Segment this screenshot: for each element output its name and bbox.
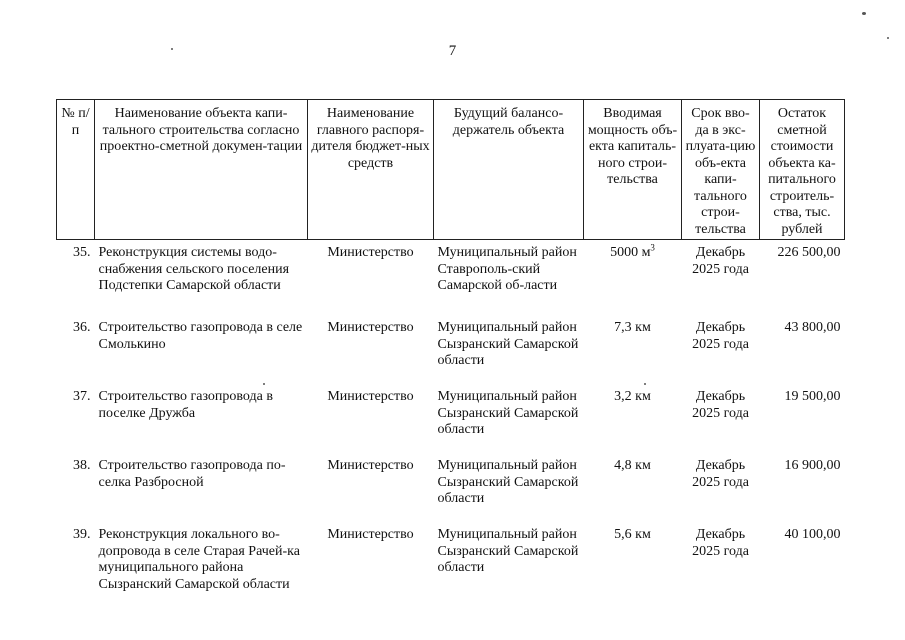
budget-manager: Министерство <box>327 389 414 404</box>
remaining-cost: 43 800,00 <box>784 320 841 335</box>
table-row <box>57 522 845 607</box>
remaining-cost: 226 500,00 <box>777 245 841 260</box>
remaining-cost: 19 500,00 <box>784 389 841 404</box>
capacity-exponent: 3 <box>650 242 655 253</box>
capacity <box>584 240 682 316</box>
budget-manager: Министерство <box>327 527 414 542</box>
object-name: Строительство газопровода в селе Смолькино <box>98 320 303 352</box>
scan-speck <box>171 48 173 50</box>
row-number: 37. <box>73 389 91 404</box>
header-num: № п/п <box>57 100 95 240</box>
header-object-name: Наименование объекта капи-тального строительства согласно проектно-сметной докумен-тации <box>95 100 308 240</box>
balance-holder: Муниципальный район Ставрополь-ский Самарской об-ласти <box>437 245 577 293</box>
page-number: 7 <box>448 43 457 59</box>
table-row <box>57 384 845 453</box>
budget-manager: Министерство <box>327 245 414 260</box>
table-row <box>57 453 845 522</box>
scan-speck <box>887 37 889 39</box>
commissioning-date: Декабрь 2025 года <box>692 320 749 352</box>
header-capacity: Вводимая мощность объ-екта капиталь-ного строи-тельства <box>584 100 682 240</box>
table-header-row <box>57 100 845 240</box>
commissioning-date: Декабрь 2025 года <box>692 458 749 490</box>
object-name: Строительство газопровода по-селка Разбросной <box>98 458 286 490</box>
header-budget-manager: Наименование главного распоря-дителя бюджет-ных средств <box>308 100 434 240</box>
object-name: Реконструкция системы водо-снабжения сельского поселения Подстепки Самарской области <box>98 245 290 293</box>
balance-holder: Муниципальный район Сызранский Самарской области <box>437 527 579 575</box>
object-name: Реконструкция локального во-допровода в селе Старая Рачей-ка муниципального района Сызранский Самарской области <box>98 527 300 592</box>
table-row <box>57 315 845 384</box>
object-name: Строительство газопровода в поселке Дружба <box>98 389 273 421</box>
row-number: 36. <box>73 320 91 335</box>
balance-holder: Муниципальный район Сызранский Самарской области <box>437 389 579 437</box>
row-number: 39. <box>73 527 91 542</box>
budget-manager: Министерство <box>327 320 414 335</box>
table-row <box>57 240 845 316</box>
row-number: 35. <box>73 245 91 260</box>
commissioning-date: Декабрь 2025 года <box>692 527 749 559</box>
capacity: 4,8 км <box>614 458 651 473</box>
header-balance-holder: Будущий балансо-держатель объекта <box>434 100 584 240</box>
row-number: 38. <box>73 458 91 473</box>
commissioning-date: Декабрь 2025 года <box>692 245 749 277</box>
capacity-value: 5000 м <box>610 245 651 260</box>
capacity: 7,3 км <box>614 320 651 335</box>
capacity: 5,6 км <box>614 527 651 542</box>
remaining-cost: 16 900,00 <box>784 458 841 473</box>
construction-objects-table <box>56 99 845 607</box>
capacity: 3,2 км <box>614 389 651 404</box>
commissioning-date: Декабрь 2025 года <box>692 389 749 421</box>
budget-manager: Министерство <box>327 458 414 473</box>
header-remaining-cost: Остаток сметной стоимости объекта ка-питального строитель-ства, тыс. рублей <box>760 100 845 240</box>
remaining-cost: 40 100,00 <box>784 527 841 542</box>
balance-holder: Муниципальный район Сызранский Самарской области <box>437 458 579 506</box>
header-commissioning-date: Срок вво-да в экс-плуата-цию объ-екта капи-тального строи-тельства <box>682 100 760 240</box>
scan-speck <box>862 12 866 15</box>
balance-holder: Муниципальный район Сызранский Самарской области <box>437 320 579 368</box>
